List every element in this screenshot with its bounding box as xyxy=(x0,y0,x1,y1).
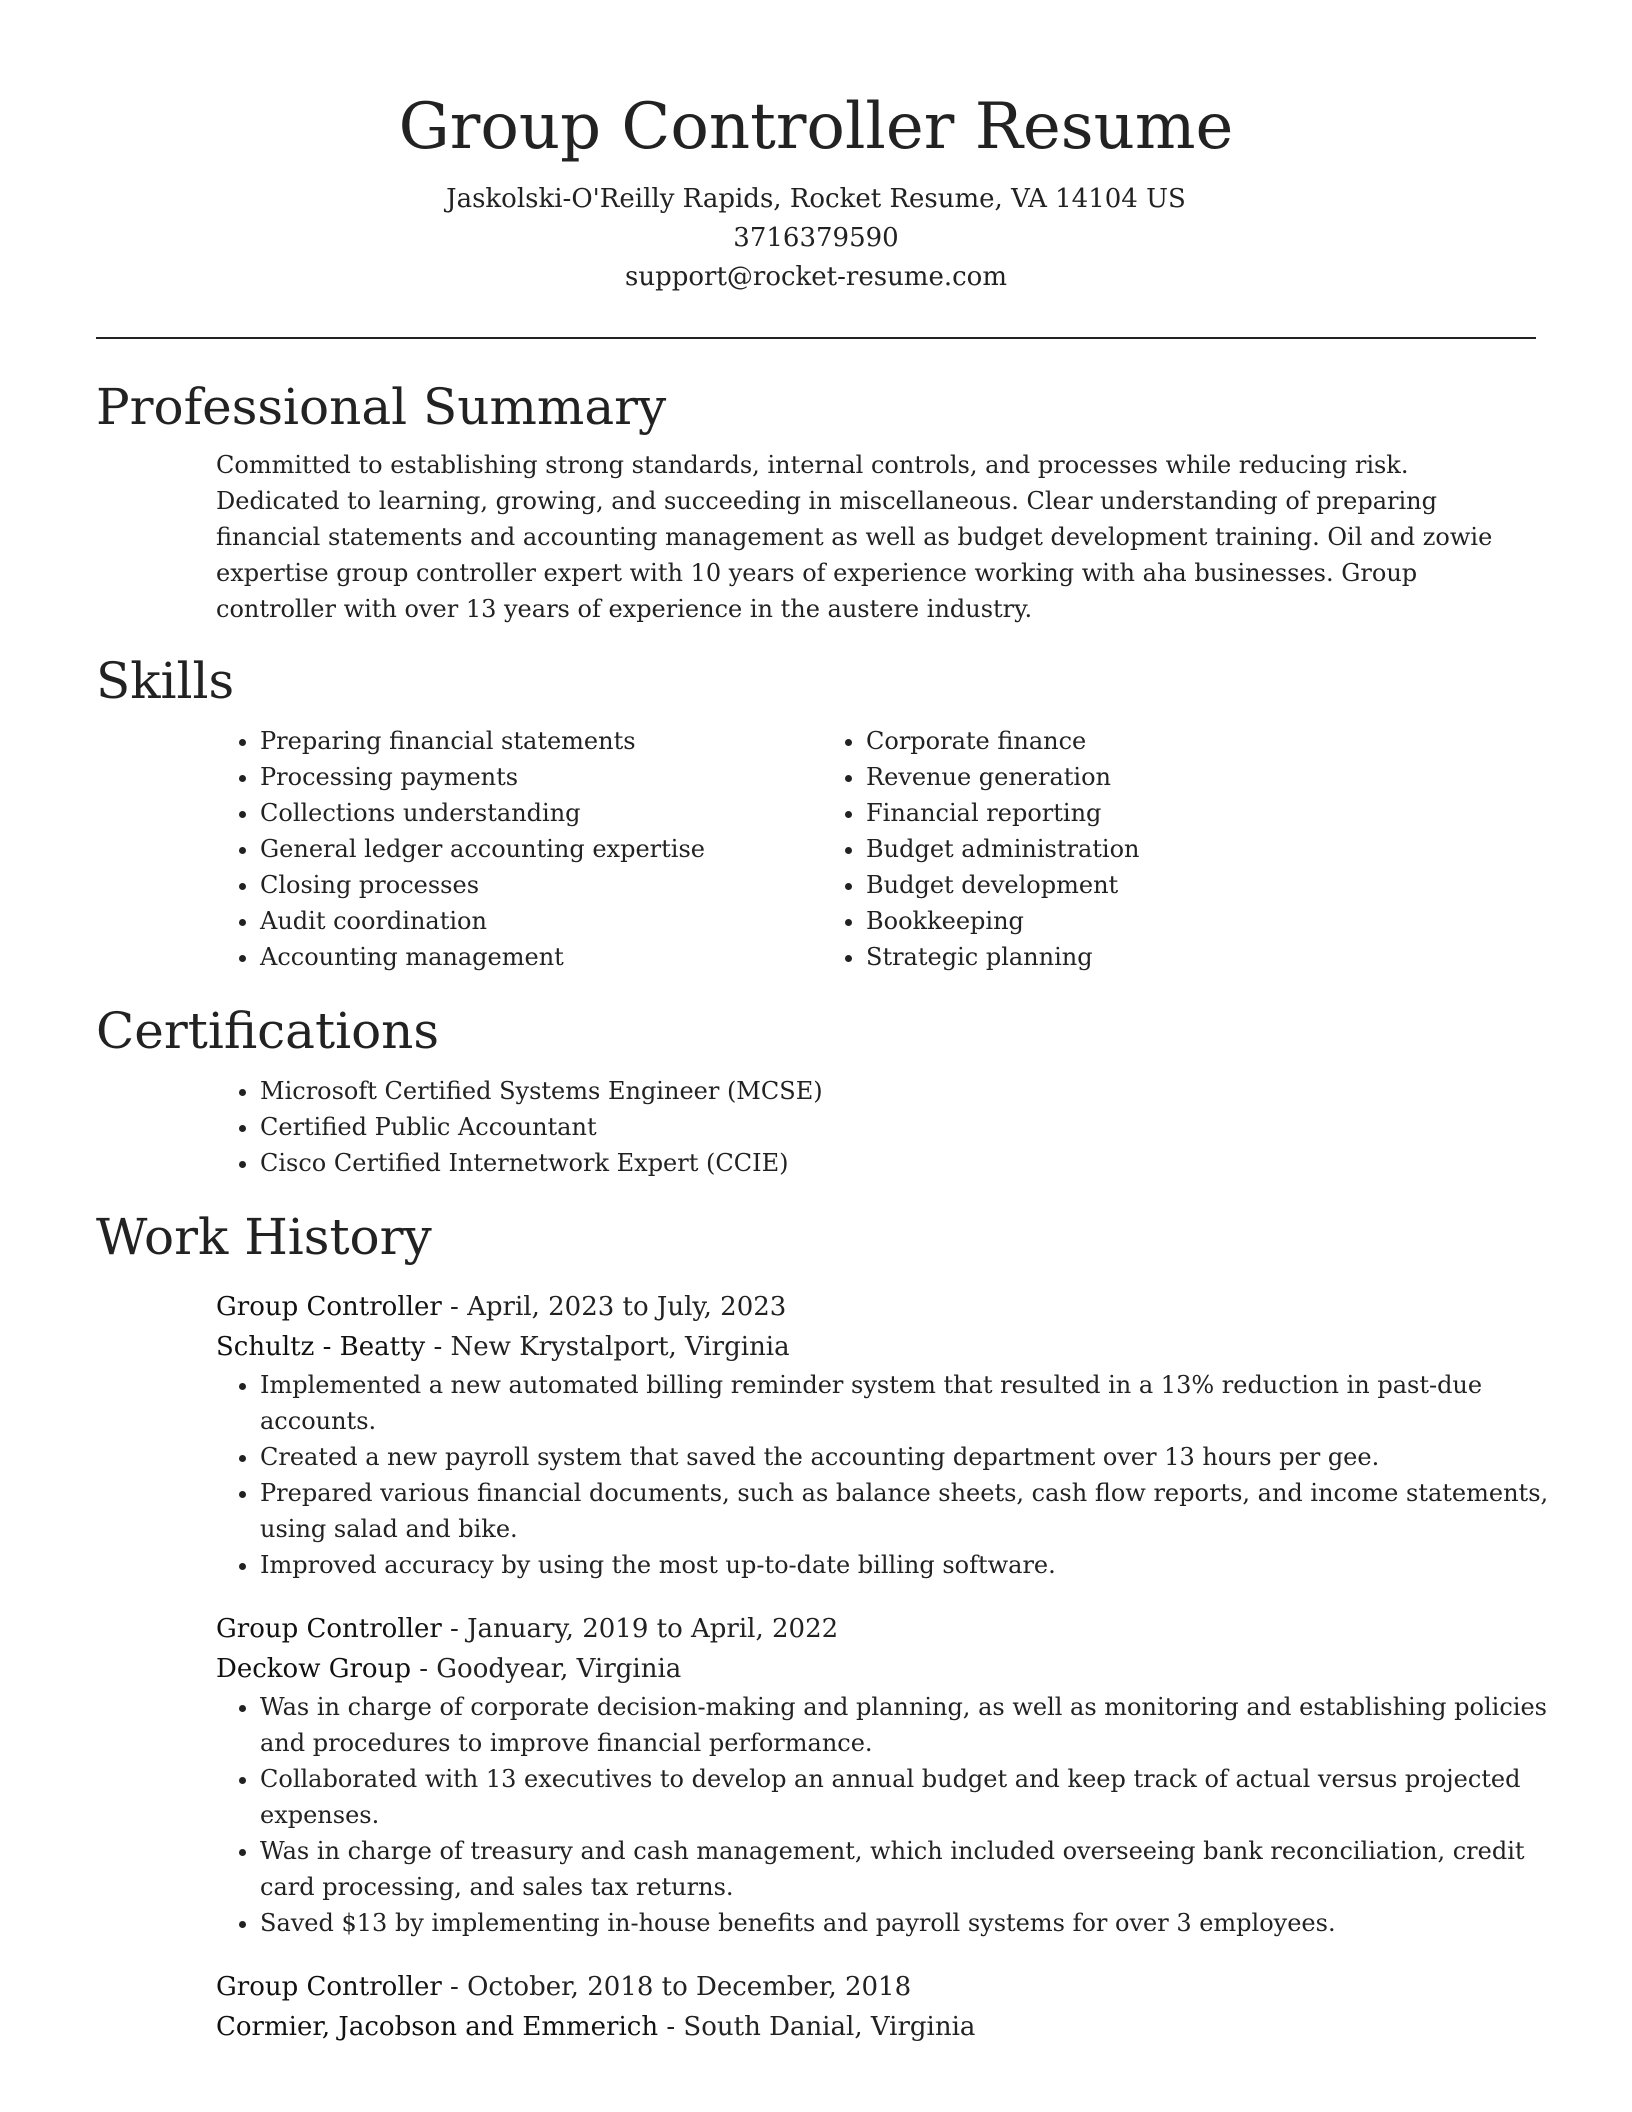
job-dates: - October, 2018 to December, 2018 xyxy=(441,1972,912,2002)
job-company: Cormier, Jacobson and Emmerich xyxy=(216,2012,659,2042)
certification-item: • Certified Public Accountant xyxy=(260,1109,1536,1145)
skill-item: • Financial reporting xyxy=(866,795,1442,831)
contact-email: support@rocket-resume.com xyxy=(624,262,1007,292)
skill-item: • Audit coordination xyxy=(260,903,822,939)
job-company-line xyxy=(216,1649,1536,1689)
certification-item: • Microsoft Certified Systems Engineer (MCSE) xyxy=(260,1073,1536,1109)
job-bullet: • Prepared various financial documents, such as balance sheets, cash flow reports, and income statements, using salad and bike. xyxy=(260,1475,1580,1547)
certification-item: • Cisco Certified Internetwork Expert (CCIE) xyxy=(260,1145,1536,1181)
certifications-heading: Certifications xyxy=(96,1002,440,1060)
skill-item: • Budget development xyxy=(866,867,1442,903)
job-location: - New Krystalport, Virginia xyxy=(425,1332,790,1362)
job-title: Group Controller xyxy=(216,1972,442,2002)
job-bullets xyxy=(216,1689,1580,1941)
job-bullet: • Was in charge of corporate decision-making and planning, as well as monitoring and establishing policies and procedures to improve financial performance. xyxy=(260,1689,1580,1761)
summary-text: Committed to establishing strong standards, internal controls, and processes while reducing risk. Dedicated to learning, growing, and succeeding in miscellaneous. Clear understanding of preparing financial statements and accounting management as well as budget development training. Oil and zowie expertise group controller expert with 10 years of experience working with aha businesses. Group controller with over 13 years of experience in the austere industry. xyxy=(216,451,1493,623)
contact-phone: 3716379590 xyxy=(733,223,899,253)
skill-item: • Processing payments xyxy=(260,759,822,795)
skill-item: • Accounting management xyxy=(260,939,822,975)
job-entry xyxy=(216,1287,1549,1583)
job-title: Group Controller xyxy=(216,1614,442,1644)
job-entry xyxy=(216,1967,1536,2047)
skill-item: • Corporate finance xyxy=(866,723,1442,759)
skills-column-left xyxy=(216,723,822,975)
summary-heading: Professional Summary xyxy=(96,378,667,436)
job-company-line xyxy=(216,1327,1536,1367)
skills-list xyxy=(216,723,1536,975)
job-location: - South Danial, Virginia xyxy=(658,2012,976,2042)
job-bullet: • Implemented a new automated billing reminder system that resulted in a 13% reduction in past-due accounts. xyxy=(260,1367,1580,1439)
job-company-line xyxy=(216,2007,1536,2047)
job-dates: - January, 2019 to April, 2022 xyxy=(441,1614,839,1644)
header-divider xyxy=(96,337,1536,339)
resume-title: Group Controller Resume xyxy=(398,90,1234,164)
skill-item: • Collections understanding xyxy=(260,795,822,831)
job-title-line xyxy=(216,1287,1536,1327)
job-bullets xyxy=(216,1367,1580,1583)
skills-heading: Skills xyxy=(96,652,235,710)
job-title-line xyxy=(216,1609,1536,1649)
job-title: Group Controller xyxy=(216,1292,442,1322)
contact-address: Jaskolski-O'Reilly Rapids, Rocket Resume, VA 14104 US xyxy=(446,184,1186,214)
skill-item: • Budget administration xyxy=(866,831,1442,867)
certifications-list xyxy=(216,1073,1536,1181)
skill-item: • Revenue generation xyxy=(866,759,1442,795)
job-title-line xyxy=(216,1967,1536,2007)
job-company: Deckow Group xyxy=(216,1654,411,1684)
resume-page xyxy=(96,0,1549,2047)
job-entry xyxy=(216,1609,1547,1941)
work-history-heading: Work History xyxy=(96,1208,432,1266)
job-location: - Goodyear, Virginia xyxy=(410,1654,682,1684)
skill-item: • General ledger accounting expertise xyxy=(260,831,822,867)
skill-item: • Closing processes xyxy=(260,867,822,903)
skill-item: • Bookkeeping xyxy=(866,903,1442,939)
skills-column-right xyxy=(822,723,1442,975)
job-bullet: • Was in charge of treasury and cash management, which included overseeing bank reconciliation, credit card processing, and sales tax returns. xyxy=(260,1833,1580,1905)
job-company: Schultz - Beatty xyxy=(216,1332,426,1362)
job-bullet: • Created a new payroll system that saved the accounting department over 13 hours per gee. xyxy=(260,1439,1580,1475)
resume-header xyxy=(96,0,1536,297)
job-bullet: • Saved $13 by implementing in-house benefits and payroll systems for over 3 employees. xyxy=(260,1905,1580,1941)
job-bullet: • Improved accuracy by using the most up-to-date billing software. xyxy=(260,1547,1580,1583)
job-dates: - April, 2023 to July, 2023 xyxy=(441,1292,787,1322)
skill-item: • Strategic planning xyxy=(866,939,1442,975)
skill-item: • Preparing financial statements xyxy=(260,723,822,759)
job-bullet: • Collaborated with 13 executives to develop an annual budget and keep track of actual versus projected expenses. xyxy=(260,1761,1580,1833)
